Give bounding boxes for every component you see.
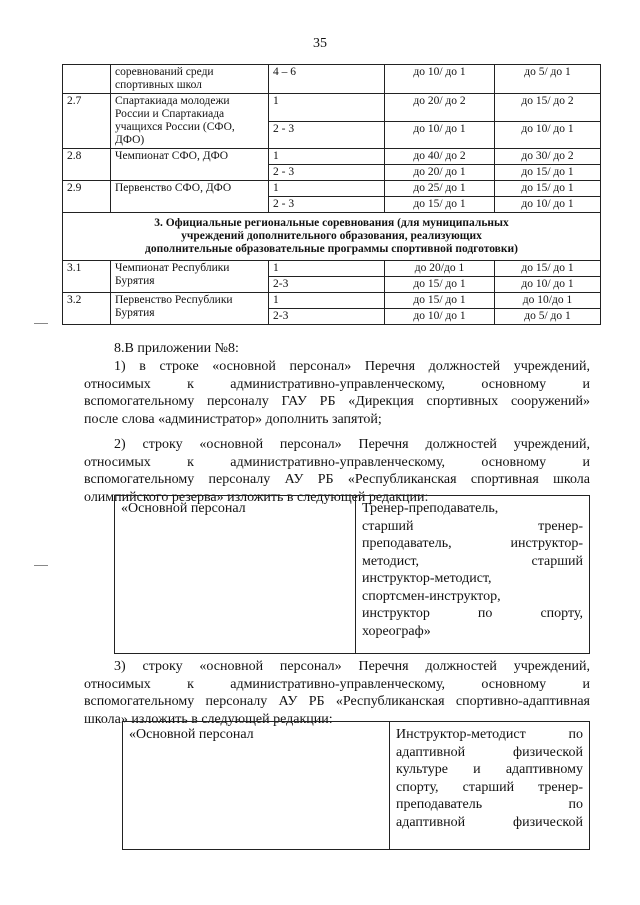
box-text-line: преподаватель, инструктор- [362,536,583,551]
box-text-line: спорту, старший тренер- [396,779,583,795]
competition-name [111,65,269,94]
text-line: после слова «администратор» дополнить запятой; [84,411,382,427]
box-text-line: культуре и адаптивному [396,762,583,777]
place-cell: 2 - 3 [269,197,385,213]
competition-name-line: ДФО) [115,134,145,146]
row-number: 2.7 [63,94,111,149]
value-cell: до 10/до 1 [495,293,601,309]
place-cell: 2-3 [269,309,385,325]
value-cell: до 10/ до 1 [385,121,495,149]
box-text-line: Инструктор-методист по [396,727,583,742]
row-number [63,65,111,94]
competition-name-line: России и Спартакиада [115,108,225,120]
competition-name-line: Спартакиада молодежи [115,95,230,107]
section-header [63,213,601,261]
table-row [63,94,601,122]
competition-name [111,181,269,213]
row-number: 3.1 [63,261,111,293]
value-cell: до 15/ до 1 [385,197,495,213]
competition-name-line: Чемпионат Республики [115,262,230,274]
table-row [63,181,601,197]
competition-name-line: Первенство СФО, ДФО [115,182,232,194]
text-line: 1) в строке «основной персонал» Перечня должностей учреждений, [114,359,590,374]
table-row [63,261,601,277]
value-cell: до 10/ до 1 [495,121,601,149]
section-header-line: учреждений дополнительного образования, реализующих [181,230,482,242]
value-cell: до 15/ до 2 [495,94,601,122]
box-text-line: спортсмен-инструктор, [362,588,501,604]
text-line: вспомогательному персоналу ГАУ РБ «Дирекция спортивных сооружений» [84,394,590,409]
value-cell: до 5/ до 1 [495,65,601,94]
row-number: 2.8 [63,149,111,181]
place-cell: 2-3 [269,277,385,293]
box-text-line: хореограф» [362,623,431,639]
value-cell: до 15/ до 1 [385,277,495,293]
text-line: вспомогательному персоналу АУ РБ «Республиканская спортивная школа [84,472,590,487]
place-cell: 2 - 3 [269,121,385,149]
box-text-line: методист, старший [362,553,583,569]
value-cell: до 5/ до 1 [495,309,601,325]
value-cell: до 25/ до 1 [385,181,495,197]
value-cell: до 10/ до 1 [495,277,601,293]
value-cell: до 10/ до 1 [385,65,495,94]
competition-name-line: Бурятия [115,307,155,319]
competition-name-line: спортивных школ [115,79,202,91]
competition-name [111,149,269,181]
section-header-line: 3. Официальные региональные соревнования (для муниципальных [154,217,509,229]
competition-name-line: соревнований среди [115,66,214,78]
place-cell: 1 [269,261,385,277]
box-table-1 [114,495,590,654]
competition-name [111,293,269,325]
competition-name [111,261,269,293]
margin-mark [34,565,48,567]
box-text-line: инструктор-методист, [362,571,492,586]
place-cell: 1 [269,149,385,165]
awards-table [62,64,601,325]
competition-name [111,94,269,149]
text-line: вспомогательному персоналу АУ РБ «Республиканская спортивно-адаптивная [84,694,590,709]
value-cell: до 20/до 1 [385,261,495,277]
paragraph-heading: 8.В приложении №8: [114,341,239,356]
box2-right [390,722,590,850]
box2-left: «Основной персонал [123,722,390,850]
text-line: олимпийского резерва» изложить в следующей редакции: [84,489,429,505]
box-text-line: инструктор по спорту, [362,606,583,621]
table-row [63,65,601,94]
text-line: относимых к административно-управленческому, основному и [84,676,590,692]
place-cell: 4 – 6 [269,65,385,94]
table-row [63,293,601,309]
box-table-2 [122,721,590,850]
box-text-line: преподаватель по [396,797,583,812]
paragraph-3 [84,658,590,728]
section-header-row [63,213,601,261]
value-cell: до 10/ до 1 [385,309,495,325]
text-line: 3) строку «основной персонал» Перечня должностей учреждений, [114,659,590,674]
row-number: 3.2 [63,293,111,325]
value-cell: до 10/ до 1 [495,197,601,213]
place-cell: 1 [269,94,385,122]
value-cell: до 30/ до 2 [495,149,601,165]
box-text-line: старший тренер- [362,518,583,534]
page-number: 35 [313,36,327,51]
text-line: школа» изложить в следующей редакции: [84,711,333,727]
value-cell: до 15/ до 1 [385,293,495,309]
place-cell: 1 [269,181,385,197]
value-cell: до 15/ до 1 [495,261,601,277]
value-cell: до 20/ до 1 [385,165,495,181]
section-header-line: дополнительные образовательные программы спортивной подготовки) [145,243,518,255]
place-cell: 1 [269,293,385,309]
box1-right [356,496,590,654]
value-cell: до 15/ до 1 [495,181,601,197]
box1-left: «Основной персонал [115,496,356,654]
row-number: 2.9 [63,181,111,213]
value-cell: до 40/ до 2 [385,149,495,165]
competition-name-line: Бурятия [115,275,155,287]
text-line: 2) строку «основной персонал» Перечня должностей учреждений, [114,437,590,452]
competition-name-line: учащихся России (СФО, [115,121,235,133]
text-line: относимых к административно-управленческому, основному и [84,454,590,470]
table-row [63,149,601,165]
place-cell: 2 - 3 [269,165,385,181]
competition-name-line: Чемпионат СФО, ДФО [115,150,229,162]
competition-name-line: Первенство Республики [115,294,233,306]
margin-mark [34,323,48,325]
box-text-line: адаптивной физической [396,814,583,830]
value-cell: до 20/ до 2 [385,94,495,122]
box-text-line: адаптивной физической [396,744,583,760]
value-cell: до 15/ до 1 [495,165,601,181]
box-text-line: Тренер-преподаватель, [362,501,499,516]
text-line: относимых к административно-управленческому, основному и [84,376,590,392]
paragraph-1 [84,358,590,428]
